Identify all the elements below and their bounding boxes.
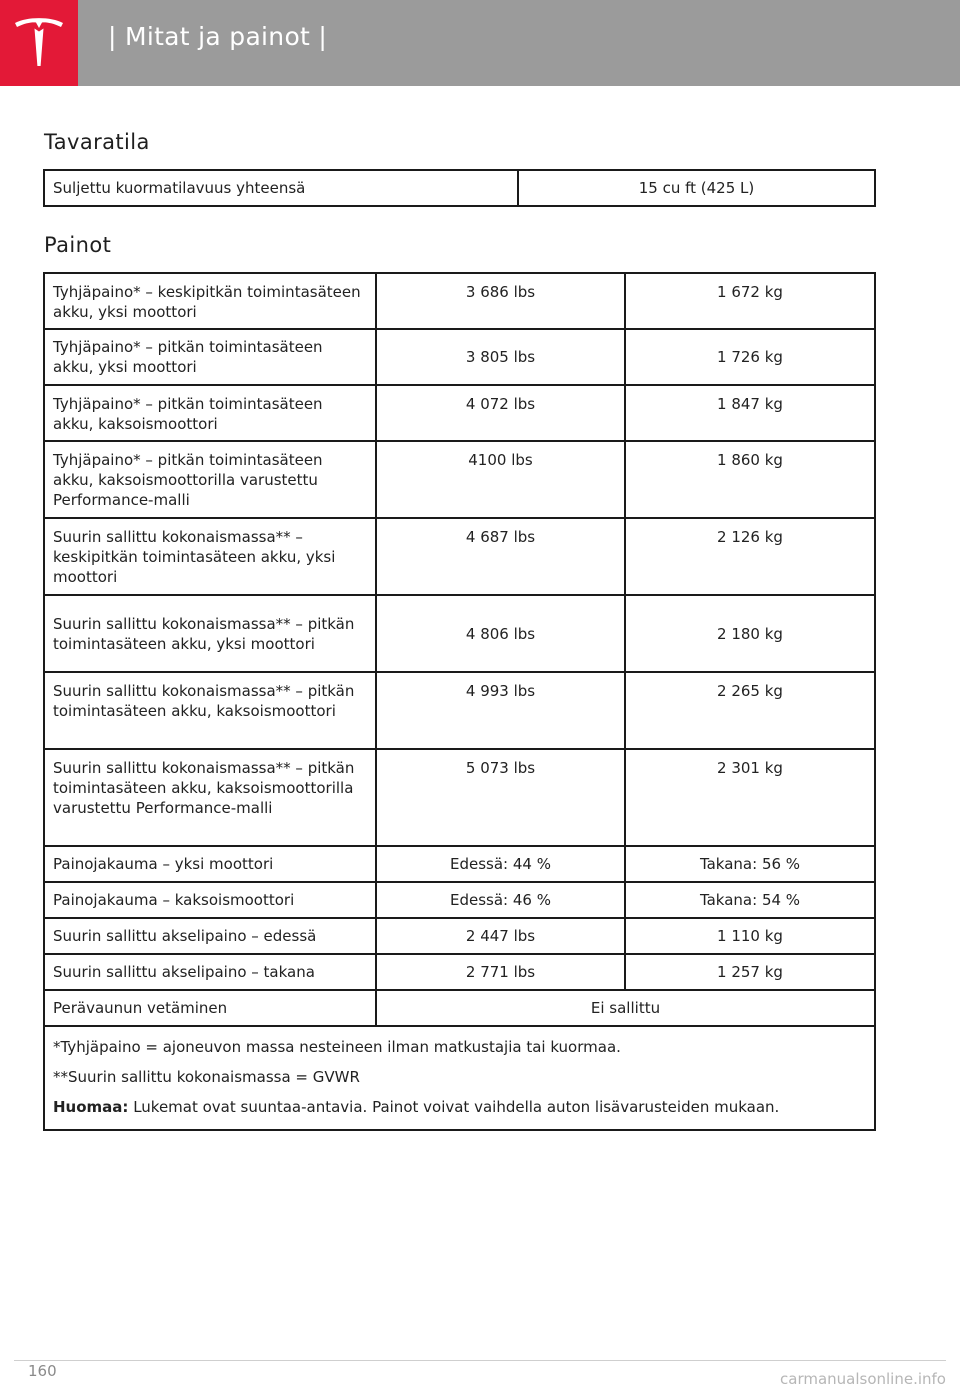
row-label: Painojakauma – yksi moottori: [44, 846, 376, 882]
row-front: Edessä: 46 %: [376, 882, 625, 918]
table-row: [44, 846, 875, 882]
cargo-value: 15 cu ft (425 L): [518, 170, 875, 206]
brand-logo-box: [0, 0, 78, 86]
tesla-logo-icon: [13, 14, 65, 70]
row-kg: 2 301 kg: [625, 749, 875, 846]
row-lbs: 4 072 lbs: [376, 385, 625, 441]
row-kg: 2 126 kg: [625, 518, 875, 595]
row-kg: 2 180 kg: [625, 595, 875, 672]
watermark: carmanualsonline.info: [780, 1370, 946, 1388]
header-bar: [0, 0, 960, 86]
row-lbs: 3 686 lbs: [376, 273, 625, 329]
cargo-section-title: Tavaratila: [44, 130, 150, 154]
table-row: [44, 672, 875, 749]
row-label: Suurin sallittu kokonaismassa** – pitkän toimintasäteen akku, kaksoismoottorilla varustettu Performance-malli: [44, 749, 376, 846]
cargo-table: [43, 169, 876, 207]
row-lbs: 4100 lbs: [376, 441, 625, 518]
row-label: Tyhjäpaino* – keskipitkän toimintasäteen akku, yksi moottori: [44, 273, 376, 329]
table-row: [44, 595, 875, 672]
note-text: Lukemat ovat suuntaa-antavia. Painot voivat vaihdella auton lisävarusteiden mukaan.: [128, 1098, 780, 1116]
row-label: Tyhjäpaino* – pitkän toimintasäteen akku, kaksoismoottori: [44, 385, 376, 441]
towing-label: Perävaunun vetäminen: [44, 990, 376, 1026]
row-lbs: 2 447 lbs: [376, 918, 625, 954]
page-title: | Mitat ja painot |: [108, 22, 328, 51]
row-label: Tyhjäpaino* – pitkän toimintasäteen akku, kaksoismoottorilla varustettu Performance-malli: [44, 441, 376, 518]
cargo-label: Suljettu kuormatilavuus yhteensä: [44, 170, 518, 206]
table-row: [44, 882, 875, 918]
row-lbs: 3 805 lbs: [376, 329, 625, 385]
row-label: Tyhjäpaino* – pitkän toimintasäteen akku, yksi moottori: [44, 329, 376, 385]
row-kg: 1 860 kg: [625, 441, 875, 518]
row-kg: 1 847 kg: [625, 385, 875, 441]
towing-value: Ei sallittu: [376, 990, 875, 1026]
row-label: Suurin sallittu akselipaino – edessä: [44, 918, 376, 954]
table-row: [44, 170, 875, 206]
row-label: Suurin sallittu kokonaismassa** – keskipitkän toimintasäteen akku, yksi moottori: [44, 518, 376, 595]
row-lbs: 4 687 lbs: [376, 518, 625, 595]
table-row-towing: [44, 990, 875, 1026]
row-label: Suurin sallittu kokonaismassa** – pitkän toimintasäteen akku, kaksoismoottori: [44, 672, 376, 749]
row-lbs: 4 993 lbs: [376, 672, 625, 749]
table-row: [44, 329, 875, 385]
row-lbs: 2 771 lbs: [376, 954, 625, 990]
disclaimer-note: [53, 1097, 866, 1117]
weights-section-title: Painot: [44, 233, 112, 257]
row-kg: 1 726 kg: [625, 329, 875, 385]
row-label: Painojakauma – kaksoismoottori: [44, 882, 376, 918]
table-row: [44, 441, 875, 518]
row-kg: 1 257 kg: [625, 954, 875, 990]
note-label: Huomaa:: [53, 1098, 129, 1116]
table-row-notes: [44, 1026, 875, 1130]
row-kg: 1 110 kg: [625, 918, 875, 954]
table-row: [44, 273, 875, 329]
row-rear: Takana: 54 %: [625, 882, 875, 918]
gvwr-note: **Suurin sallittu kokonaismassa = GVWR: [53, 1068, 360, 1086]
row-kg: 2 265 kg: [625, 672, 875, 749]
table-row: [44, 518, 875, 595]
footer-divider: [14, 1360, 946, 1361]
curb-weight-note: *Tyhjäpaino = ajoneuvon massa nesteineen ilman matkustajia tai kuormaa.: [53, 1038, 621, 1056]
row-label: Suurin sallittu kokonaismassa** – pitkän toimintasäteen akku, yksi moottori: [44, 595, 376, 672]
page-number: 160: [28, 1362, 57, 1380]
table-row: [44, 954, 875, 990]
row-kg: 1 672 kg: [625, 273, 875, 329]
table-row: [44, 918, 875, 954]
row-lbs: 5 073 lbs: [376, 749, 625, 846]
notes-cell: [44, 1026, 875, 1130]
row-lbs: 4 806 lbs: [376, 595, 625, 672]
table-row: [44, 749, 875, 846]
table-row: [44, 385, 875, 441]
row-rear: Takana: 56 %: [625, 846, 875, 882]
row-front: Edessä: 44 %: [376, 846, 625, 882]
weights-table: [43, 272, 876, 1131]
row-label: Suurin sallittu akselipaino – takana: [44, 954, 376, 990]
